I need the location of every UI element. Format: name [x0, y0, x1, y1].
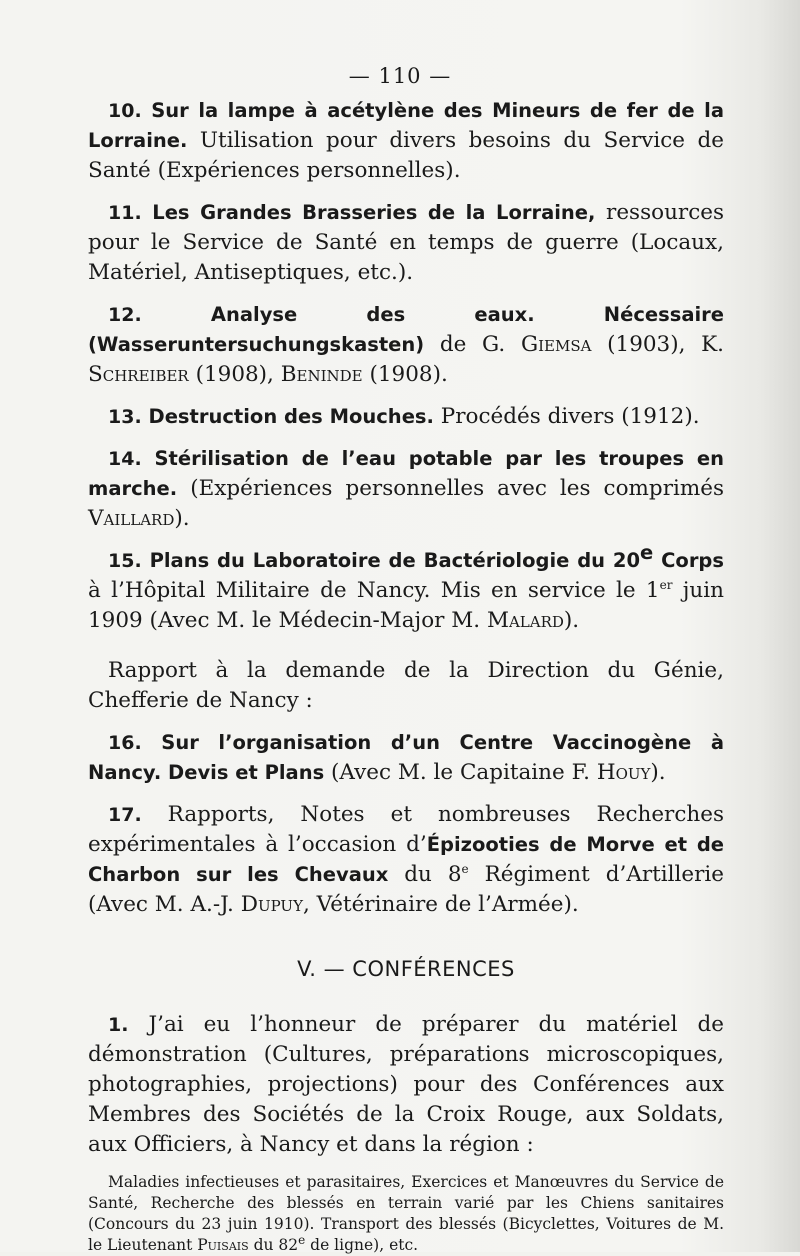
- list-item: 12. Analyse des eaux. Nécessaire (Wasseruntersuchungskasten) de G. Giemsa (1903), K. Schreiber (1908), Beninde (1908).: [88, 303, 725, 387]
- list-item: 17. Rapports, Notes et nombreuses Recherches expérimentales à l’occasion d’Épizooties de Morve et de Charbon sur les Chevaux du 8e Régiment d’Artillerie (Avec M. A.-J. Dupuy, Vétérinaire de l’Armée).: [88, 802, 725, 917]
- list-item: 16. Sur l’organisation d’un Centre Vaccinogène à Nancy. Devis et Plans (Avec M. le Capitaine F. Houy).: [88, 731, 724, 785]
- page-number: — 110 —: [348, 64, 452, 88]
- list-item: 14. Stérilisation de l’eau potable par les troupes en marche. (Expériences personnelles avec les comprimés Vaillard).: [88, 447, 724, 531]
- footnote: Maladies infectieuses et parasitaires, Exercices et Manœuvres du Service de Santé, Recherche des blessés en terrain varié par les Chiens sanitaires (Concours du 23 juin 1910). Transport des blessés (Bicyclettes, Voitures de M. le Lieutenant Puisais du 82e de ligne), etc.: [88, 1173, 724, 1254]
- list-item: 10. Sur la lampe à acétylène des Mineurs de fer de la Lorraine. Utilisation pour divers besoins du Service de Santé (Expériences personnelles).: [88, 99, 724, 183]
- list-item: 13. Destruction des Mouches. Procédés divers (1912).: [108, 404, 700, 429]
- section-heading: V. — CONFÉRENCES: [297, 957, 515, 981]
- list-item: 11. Les Grandes Brasseries de la Lorraine, ressources pour le Service de Santé en temps de guerre (Locaux, Matériel, Antiseptiques, etc.).: [88, 200, 724, 285]
- text-body: [88, 96, 724, 1256]
- list-item: 15. Plans du Laboratoire de Bactériologie du 20e Corps à l’Hôpital Militaire de Nancy. Mis en service le 1er juin 1909 (Avec M. le Médecin-Major M. Malard).: [88, 540, 725, 633]
- intro-paragraph: Rapport à la demande de la Direction du Génie, Chefferie de Nancy :: [88, 658, 724, 713]
- conference-item: 1. J’ai eu l’honneur de préparer du matériel de démonstration (Cultures, préparations microscopiques, photographies, projections) pour des Conférences aux Membres des Sociétés de la Croix Rouge, aux Soldats, aux Officiers, à Nancy et dans la région :: [88, 1012, 724, 1157]
